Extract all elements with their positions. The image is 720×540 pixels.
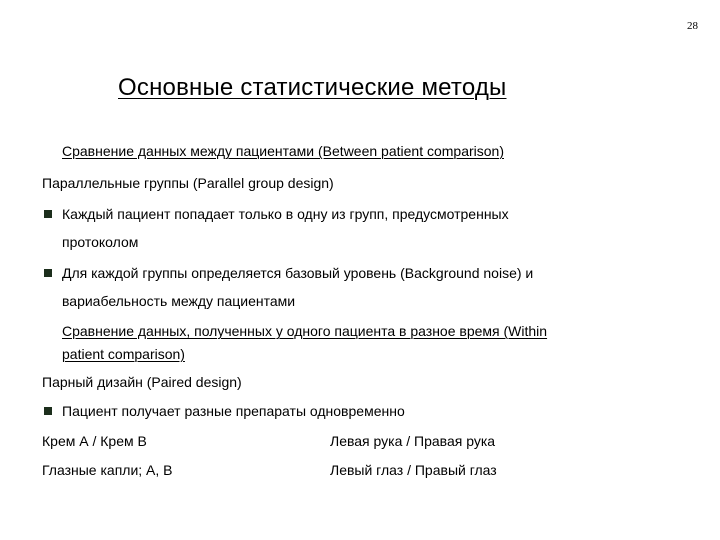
bullet-square-icon — [44, 210, 52, 218]
section1-bullet2-line1: Для каждой группы определяется базовый уровень (Background noise) и — [62, 265, 534, 281]
example-left: Глазные капли; А, В — [42, 462, 173, 478]
section2-bullet1: Пациент получает разные препараты одновременно — [62, 403, 405, 419]
section1-bullet2-line2: вариабельность между пациентами — [62, 293, 296, 309]
section1-bullet1-line1: Каждый пациент попадает только в одну из групп, предусмотренных — [62, 206, 509, 222]
section2-subheading: Парный дизайн (Paired design) — [42, 374, 242, 390]
slide-title: Основные статистические методы — [118, 74, 507, 101]
example-left: Крем А / Крем В — [42, 433, 147, 449]
bullet-square-icon — [44, 269, 52, 277]
section1-subheading: Параллельные группы (Parallel group design) — [42, 175, 334, 191]
page-number: 28 — [687, 20, 698, 32]
section2-heading-line1[interactable]: Сравнение данных, полученных у одного пациента в разное время (Within — [62, 323, 548, 339]
section1-bullet1-line2: протоколом — [62, 234, 139, 250]
section1-heading[interactable]: Сравнение данных между пациентами (Between patient comparison) — [62, 143, 504, 159]
example-right: Левый глаз / Правый глаз — [330, 462, 497, 478]
example-right: Левая рука / Правая рука — [330, 433, 496, 449]
bullet-square-icon — [44, 407, 52, 415]
section2-heading-line2[interactable]: patient comparison) — [62, 346, 185, 362]
